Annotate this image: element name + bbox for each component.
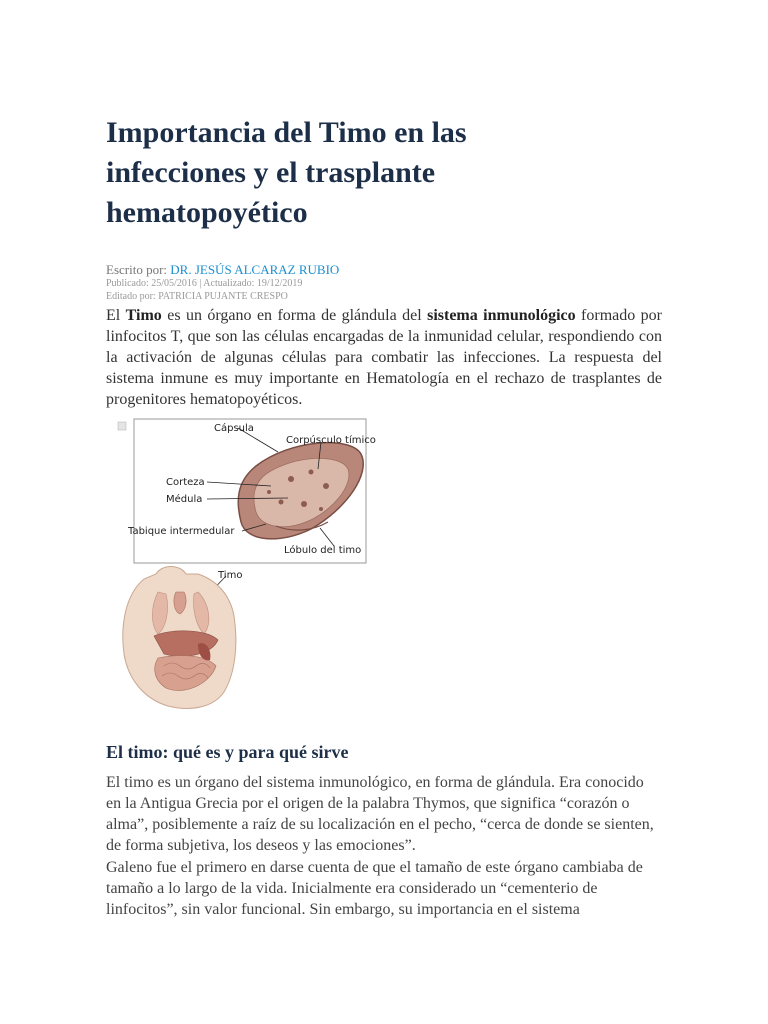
thymus-figure xyxy=(106,414,396,714)
torso-drawing xyxy=(123,567,236,709)
intro-text-3: formado por linfocitos T, que son las células encargadas de la inmunidad celular, respondiendo con la activación de algunas células para combatir las infecciones. La respuesta del sistema inmune es muy importante en Hematología en el rechazo de trasplantes de progenitores hematopoyéticos. xyxy=(106,307,663,408)
label-capsula: Cápsula xyxy=(214,423,254,434)
label-tabique: Tabique intermedular xyxy=(128,526,235,537)
label-corteza: Corteza xyxy=(166,477,205,488)
paragraph-2: El timo es un órgano del sistema inmunológico, en forma de glándula. Era conocido en la Antigua Grecia por el origen de la palabra Thymos, que significa “corazón o alma”, posiblemente a raíz de su localización en el pecho, “cerca de donde se sienten, de forma subjetiva, los deseos y las emociones”. xyxy=(106,774,654,854)
intro-text-1: El xyxy=(106,307,126,324)
intro-text-2: es un órgano en forma de glándula del xyxy=(161,307,428,324)
label-corpusculo: Corpúsculo tímico xyxy=(286,435,376,446)
intro-bold-sistema: sistema inmunológico xyxy=(427,307,576,324)
editor-line: Editado por: PATRICIA PUJANTE CRESPO xyxy=(106,291,288,302)
author-prefix: Escrito por: xyxy=(106,262,171,277)
label-lobulo: Lóbulo del timo xyxy=(284,545,362,556)
label-medula: Médula xyxy=(166,494,203,505)
section-heading: El timo: qué es y para qué sirve xyxy=(106,742,349,762)
article-meta xyxy=(106,262,662,303)
thymus-illustration xyxy=(106,414,396,714)
byline xyxy=(106,262,662,277)
article-title: Importancia del Timo en las infecciones y el trasplante hematopoyético xyxy=(106,116,467,229)
paragraph-3: Galeno fue el primero en darse cuenta de que el tamaño de este órgano cambiaba de tamaño a lo largo de la vida. Inicialmente era considerado un “cementerio de linfocitos”, sin valor funcional. Sin embargo, su importancia en el sistema xyxy=(106,859,643,918)
publish-dates: Publicado: 25/05/2016 | Actualizado: 19/12/2019 xyxy=(106,278,303,289)
intro-paragraph xyxy=(106,305,662,410)
label-timo: Timo xyxy=(218,570,243,581)
author-link[interactable]: DR. JESÚS ALCARAZ RUBIO xyxy=(170,262,340,277)
intro-bold-timo: Timo xyxy=(125,307,162,324)
image-placeholder-icon xyxy=(118,422,126,430)
